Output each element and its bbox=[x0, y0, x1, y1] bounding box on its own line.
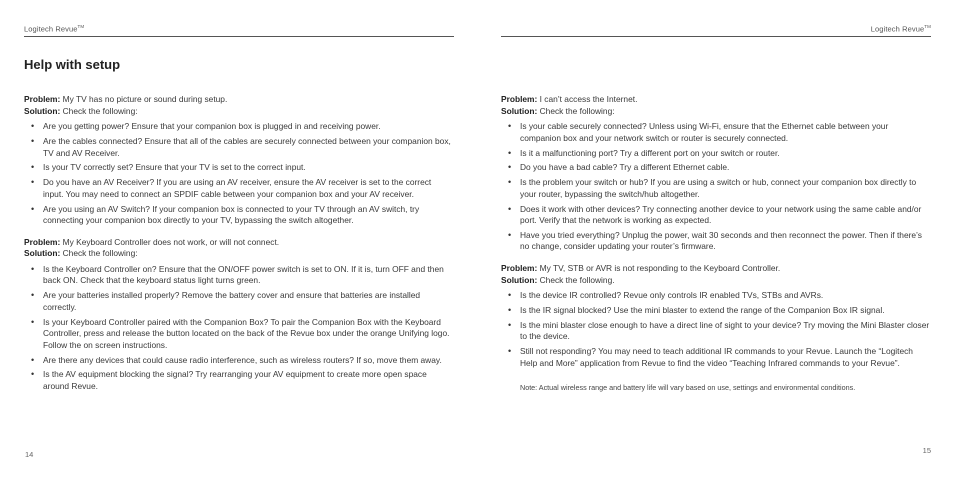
solution-line: Solution: Check the following: bbox=[24, 105, 138, 116]
problem-line: Problem: I can’t access the Internet. bbox=[501, 94, 638, 104]
list-item: • Is your Keyboard Controller paired with the Companion Box? To pair the Companion Box with the Keyboard Controller, press and release the button located on the back of the Revue box under the orange Unifying logo. Follow the on screen instructions. bbox=[24, 317, 454, 352]
problem-block-no-picture bbox=[24, 94, 454, 227]
list-item: • Are you using an AV Switch? If your companion box is connected to your TV through an AV switch, try connecting your companion box directly to your TV, bypassing the switch altogether. bbox=[24, 204, 454, 227]
section-title: Help with setup bbox=[24, 57, 121, 72]
list-item: • Is the device IR controlled? Revue only controls IR enabled TVs, STBs and AVRs. bbox=[501, 290, 931, 302]
problem-block-keyboard bbox=[24, 237, 454, 393]
list-item: • Is the mini blaster close enough to have a direct line of sight to your device? Try moving the Mini Blaster closer to the device. bbox=[501, 320, 931, 343]
list-item: • Is the IR signal blocked? Use the mini blaster to extend the range of the Companion Box IR signal. bbox=[501, 305, 931, 317]
problem-line: Problem: My TV has no picture or sound during setup. bbox=[24, 94, 228, 104]
right-content bbox=[501, 94, 931, 393]
checklist bbox=[24, 264, 454, 393]
problem-line: Problem: My Keyboard Controller does not work, or will not connect. bbox=[24, 236, 280, 247]
list-item: • Is the problem your switch or hub? If you are using a switch or hub, connect your companion box directly to your router, bypassing the switch/hub altogether. bbox=[501, 177, 931, 200]
list-item: • Is it a malfunctioning port? Try a different port on your switch or router. bbox=[501, 148, 931, 160]
list-item: • Do you have a bad cable? Try a different Ethernet cable. bbox=[501, 162, 931, 174]
list-item: • Does it work with other devices? Try connecting another device to your network using the same cable and/or port. Verify that the network is working as expected. bbox=[501, 204, 931, 227]
left-page bbox=[24, 0, 454, 477]
checklist bbox=[501, 290, 931, 369]
list-item: • Is your cable securely connected? Unless using Wi-Fi, ensure that the Ethernet cable between your companion box and your network switch or router is securely connected. bbox=[501, 121, 931, 144]
problem-block-ir bbox=[501, 263, 931, 369]
list-item: • Are there any devices that could cause radio interference, such as wireless routers? If so, move them away. bbox=[24, 355, 454, 367]
header-rule bbox=[24, 36, 454, 37]
list-item: • Are you getting power? Ensure that your companion box is plugged in and receiving power. bbox=[24, 121, 454, 133]
solution-line: Solution: Check the following: bbox=[24, 248, 138, 259]
list-item: • Have you tried everything? Unplug the power, wait 30 seconds and then reconnect the power. Then if there’s no change, consider updating your router’s firmware. bbox=[501, 230, 931, 253]
list-item: • Are the cables connected? Ensure that all of the cables are securely connected between your companion box, TV and AV Receiver. bbox=[24, 136, 454, 159]
list-item: • Is your TV correctly set? Ensure that your TV is set to the correct input. bbox=[24, 162, 454, 174]
right-page bbox=[501, 0, 931, 477]
page-number: 14 bbox=[25, 450, 34, 459]
list-item: • Are your batteries installed properly? Remove the battery cover and ensure that batteries are installed correctly. bbox=[24, 290, 454, 313]
list-item: • Is the Keyboard Controller on? Ensure that the ON/OFF power switch is set to ON. If it is, turn OFF and then back ON. Check that the keyboard status light turns green. bbox=[24, 264, 454, 287]
checklist bbox=[501, 121, 931, 253]
note: Note: Actual wireless range and battery life will vary based on use, settings and environmental conditions. bbox=[520, 383, 856, 393]
list-item: • Is the AV equipment blocking the signal? Try rearranging your AV equipment to create more open space around Revue. bbox=[24, 369, 454, 392]
checklist bbox=[24, 121, 454, 227]
problem-block-internet bbox=[501, 94, 931, 253]
left-content bbox=[24, 94, 454, 403]
list-item: • Do you have an AV Receiver? If you are using an AV receiver, ensure the AV receiver is set to the correct input. You may need to connect an SPDIF cable between your companion box and your AV receiver. bbox=[24, 177, 454, 200]
solution-line: Solution: Check the following. bbox=[501, 274, 615, 285]
problem-line: Problem: My TV, STB or AVR is not responding to the Keyboard Controller. bbox=[501, 263, 781, 274]
running-head: Logitech Revue™ bbox=[24, 24, 85, 34]
solution-line: Solution: Check the following: bbox=[501, 105, 615, 116]
header-rule bbox=[501, 36, 931, 37]
running-head: Logitech Revue™ bbox=[870, 24, 931, 34]
page-number: 15 bbox=[922, 446, 931, 455]
list-item: • Still not responding? You may need to teach additional IR commands to your Revue. Launch the “Logitech Help and More” application from Revue to find the video “Teaching Infrared commands to your Revue”. bbox=[501, 346, 931, 369]
